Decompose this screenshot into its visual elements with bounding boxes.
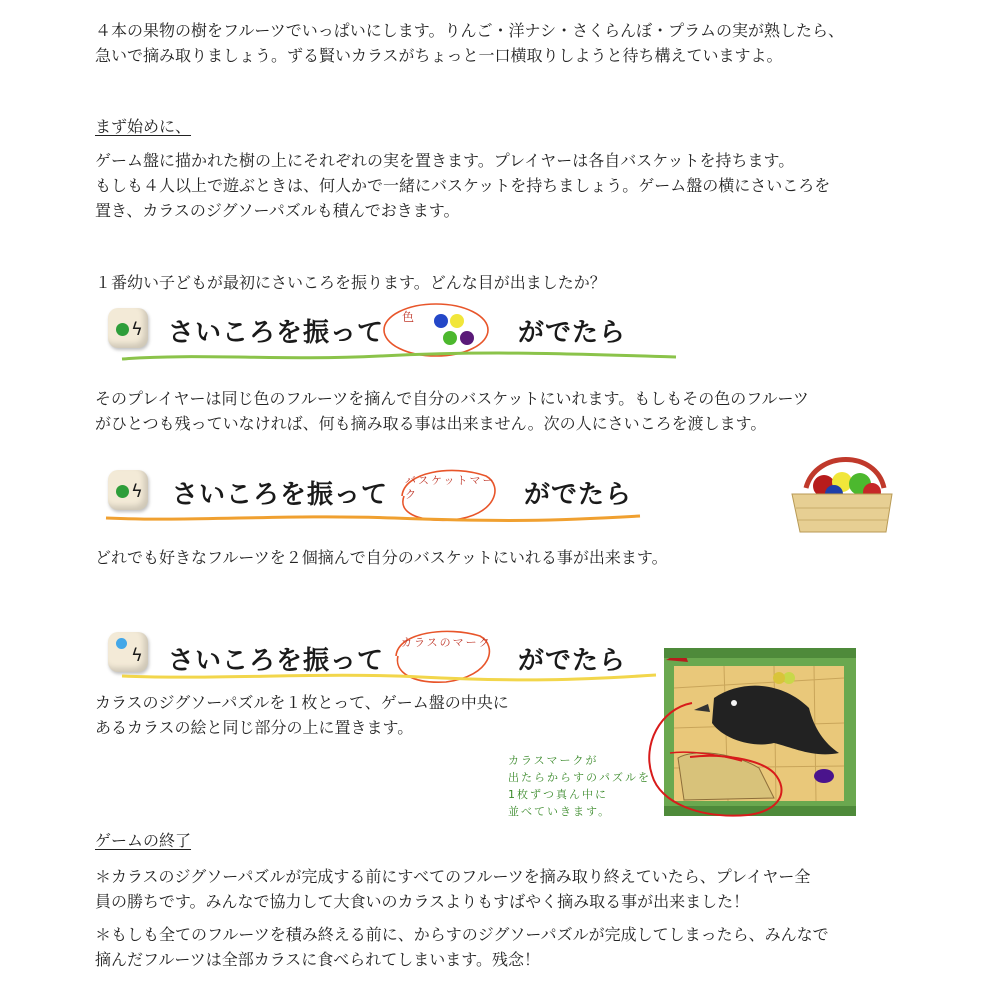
die-color-face-icon	[108, 308, 148, 348]
lightning-icon: ϟ	[131, 645, 143, 666]
section-heading-left: さいころを振って	[168, 318, 385, 348]
lightning-icon: ϟ	[131, 319, 143, 340]
section-line: そのプレイヤーは同じ色のフルーツを摘んで自分のバスケットにいれます。もしもその色のフルーツ	[95, 389, 809, 408]
end-line: ＊カラスのジグソーパズルが完成する前にすべてのフルーツを摘み取り終えていたら、プレイヤー全	[95, 867, 811, 886]
red-highlight-loop-icon	[630, 695, 800, 825]
basket-note: バスケットマーク	[405, 474, 496, 501]
intro-text	[95, 18, 844, 68]
intro-line: 急いで摘み取りましょう。ずる賢いカラスがちょっと一口横取りしようと待ち構えていますよ。	[95, 46, 783, 65]
section-crow-text	[95, 690, 509, 740]
section-line: カラスのジグソーパズルを１枚とって、ゲーム盤の中央に	[95, 693, 509, 712]
yellow-underline	[120, 670, 660, 684]
color-note: 色	[402, 310, 415, 324]
section-heading-right: がでたら	[518, 646, 627, 676]
handwritten-line: 出たらからすのパズルを	[508, 771, 651, 784]
handwritten-line: カラスマークが	[508, 754, 599, 767]
first-roll-text: １番幼い子どもが最初にさいころを振ります。どんな目が出ましたか？	[95, 273, 606, 292]
section-heading-right: がでたら	[518, 318, 627, 348]
section-line: あるカラスの絵と同じ部分の上に置きます。	[95, 718, 414, 737]
section-heading-left: さいころを振って	[168, 646, 385, 676]
end-text-1	[95, 864, 810, 914]
orange-underline	[104, 510, 644, 524]
yellow-fruit-icon	[450, 314, 464, 328]
end-line: ＊もしも全てのフルーツを積み終える前に、からすのジグソーパズルが完成してしまったら、みんなで	[95, 925, 829, 944]
lightning-icon: ϟ	[131, 481, 143, 502]
handwritten-line: 並べていきます。	[508, 805, 612, 818]
setup-text	[95, 148, 830, 223]
section-heading-left: さいころを振って	[172, 480, 389, 510]
end-text-2	[95, 922, 829, 972]
purple-fruit-icon	[460, 331, 474, 345]
green-underline	[120, 350, 680, 364]
section-heading-right: がでたら	[524, 480, 633, 510]
section-basket-text: どれでも好きなフルーツを２個摘んで自分のバスケットにいれる事が出来ます。	[95, 548, 668, 567]
end-line: 員の勝ちです。みんなで協力して大食いのカラスよりもすばやく摘み取る事が出来ました！	[95, 892, 750, 911]
crow-note: カラスのマーク	[401, 636, 492, 649]
basket-image-icon	[786, 448, 901, 538]
green-dot-icon	[116, 323, 129, 336]
end-line: 摘んだフルーツは全部カラスに食べられてしまいます。残念！	[95, 950, 540, 969]
blue-fruit-icon	[434, 314, 448, 328]
setup-line: もしも４人以上で遊ぶときは、何人かで一緒にバスケットを持ちましょう。ゲーム盤の横にさいころを	[95, 176, 831, 195]
handwritten-note	[508, 752, 651, 820]
setup-heading: まず始めに、	[95, 117, 192, 136]
light-blue-dot-icon	[116, 638, 127, 649]
section-color-text	[95, 386, 809, 436]
die-basket-face-icon	[108, 470, 148, 510]
end-heading: ゲームの終了	[95, 831, 192, 850]
section-line: がひとつも残っていなければ、何も摘み取る事は出来ません。次の人にさいころを渡します。	[95, 414, 767, 433]
intro-line: ４本の果物の樹をフルーツでいっぱいにします。りんご・洋ナシ・さくらんぼ・プラムの実が熟したら、	[95, 21, 844, 40]
setup-line: 置き、カラスのジグソーパズルも積んでおきます。	[95, 201, 460, 220]
green-dot-icon	[116, 485, 129, 498]
setup-line: ゲーム盤に描かれた樹の上にそれぞれの実を置きます。プレイヤーは各自バスケットを持ちます。	[95, 151, 795, 170]
handwritten-line: 1枚ずつ真ん中に	[508, 788, 608, 801]
die-crow-face-icon	[108, 632, 148, 672]
green-fruit-icon	[443, 331, 457, 345]
